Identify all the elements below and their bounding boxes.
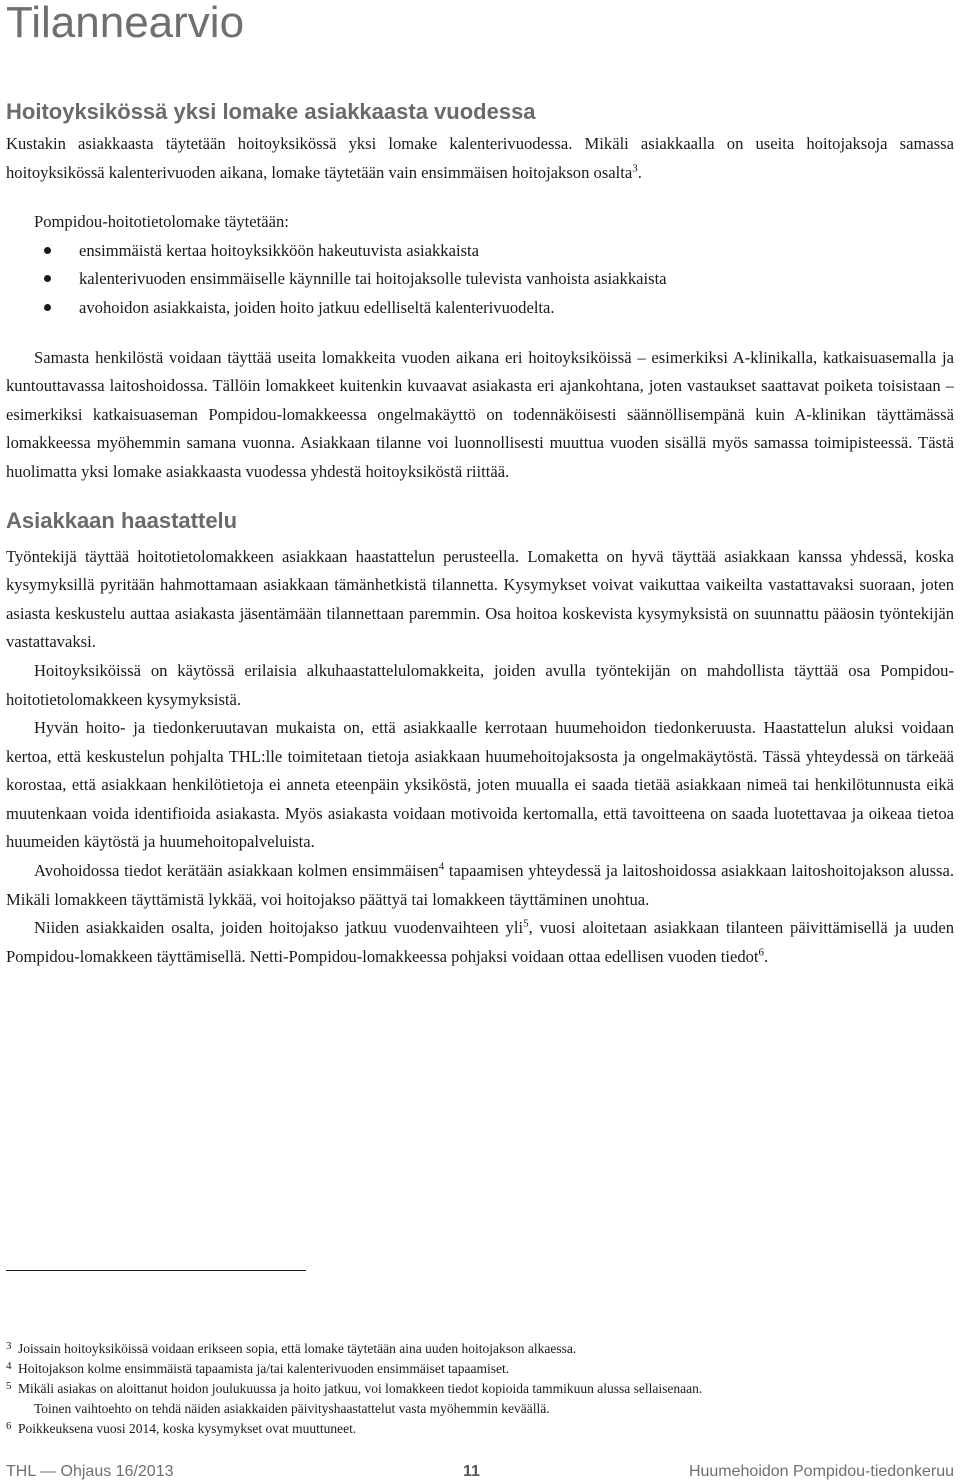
- paragraph: Hoitoyksiköissä on käytössä erilaisia alkuhaastattelulomakkeita, joiden avulla työntekijän on mahdollista täyttää osa Pompidou-hoitotietolomakkeen kysymyksistä.: [6, 660, 954, 709]
- footnote: 4 Hoitojakson kolme ensimmäistä tapaamista ja/tai kalenterivuoden ensimmäiset tapaamiset.: [6, 1360, 510, 1376]
- footnote: 5 Mikäli asiakas on aloittanut hoidon joulukuussa ja hoito jatkuu, voi lomakkeen tiedot kopioida tammikuun alussa sellaisenaan.: [6, 1380, 703, 1396]
- page-title: Tilannearvio: [6, 0, 245, 47]
- section-heading-yearly-form: Hoitoyksikössä yksi lomake asiakkaasta vuodessa: [6, 99, 536, 124]
- paragraph: Hyvän hoito- ja tiedonkeruutavan mukaista on, että asiakkaalle kerrotaan huumehoidon tiedonkeruusta. Haastattelun aluksi voidaan kertoa, että keskustelun pohjalta THL:lle toimitetaan tietoja asiakkaan huumehoitojaksosta ja ongelmakäytöstä. Tässä yhteydessä on tärkeää korostaa, että asiakkaan henkilötietoja ei anneta eteenpäin yksiköstä, joten muualla ei saada tietää asiakkaan nimeä tai henkilötunnusta eikä muutenkaan voida identifioida asiakasta. Myös asiakasta voidaan motivoida kertomalla, että tavoitteena on saada luotettavaa ja oikeaa tietoa huumeiden käytöstä ja huumehoitopalveluista.: [6, 718, 954, 852]
- paragraph: Niiden asiakkaiden osalta, joiden hoitojakso jatkuu vuodenvaihteen yli$^5$, vuosi aloitetaan asiakkaan tilanteen päivittämisellä ja uuden Pompidou-lomakkeen täyttämisellä. Netti-Pompidou-lomakkeessa pohjaksi voidaan ottaa edellisen vuoden tiedot$^6$.: [6, 917, 954, 966]
- footnote: 3 Joissain hoitoyksiköissä voidaan erikseen sopia, että lomake täytetään aina uuden hoitojakson alkaessa.: [6, 1340, 577, 1356]
- section-heading-client-interview: Asiakkaan haastattelu: [6, 507, 238, 533]
- footnotes: [6, 1339, 954, 1439]
- list-item: ensimmäistä kertaa hoitoyksikköön hakeutuvista asiakkaista: [6, 237, 954, 266]
- list-item: avohoidon asiakkaista, joiden hoito jatkuu edelliseltä kalenterivuodelta.: [6, 294, 954, 323]
- footnote-ref[interactable]: 6: [758, 946, 765, 959]
- list-item: kalenterivuoden ensimmäiselle käynnille tai hoitojaksolle tulevista vanhoista asiakkaista: [6, 265, 954, 294]
- footnote-continuation: Toinen vaihtoehto on tehdä näiden asiakkaiden päivityshaastattelut vasta myöhemmin keväällä.: [34, 1401, 550, 1416]
- footnote-divider: [6, 1270, 306, 1271]
- page-number: 11: [463, 1463, 480, 1480]
- paragraph: Kustakin asiakkaasta täytetään hoitoyksikössä yksi lomake kalenterivuodessa. Mikäli asiakkaalla on useita hoitojaksoja samassa hoitoyksikössä kalenterivuoden aikana, lomake täytetään vain ensimmäisen hoitojakson osalta$^3$.: [6, 134, 954, 182]
- footer-publication: THL — Ohjaus 16/2013: [6, 1463, 174, 1480]
- footnote: 6 Poikkeuksena vuosi 2014, koska kysymykset ovat muuttuneet.: [6, 1420, 357, 1436]
- list-intro: Pompidou-hoitotietolomake täytetään:: [34, 212, 289, 232]
- footer-document-title: Huumehoidon Pompidou-tiedonkeruu: [688, 1463, 954, 1480]
- paragraph: Samasta henkilöstä voidaan täyttää useita lomakkeita vuoden aikana eri hoitoyksiköissä – esimerkiksi A-klinikalla, katkaisuasemalla ja kuntouttavassa laitoshoidossa. Tällöin lomakkeet kuitenkin kuvaavat asiakasta eri ajankohtana, joten vastaukset saattavat poiketa toisistaan – esimerkiksi katkaisuaseman Pompidou-lomakkeessa ongelmakäyttö on todennäköisesti säännöllisempänä kuin A-klinikan täyttämässä lomakkeessa myöhemmin samana vuonna. Asiakkaan tilanne voi luonnollisesti muuttua vuoden sisällä myös samassa toimipisteessä. Tästä huolimatta yksi lomake asiakkaasta vuodessa yhdestä hoitoyksiköstä riittää.: [6, 347, 954, 481]
- main-content: [6, 94, 954, 971]
- footnote-ref[interactable]: 3: [632, 162, 638, 175]
- bullet-list: [6, 237, 954, 323]
- paragraph: Työntekijä täyttää hoitotietolomakkeen asiakkaan haastattelun perusteella. Lomaketta on hyvä täyttää asiakkaan kanssa yhdessä, koska kysymyksillä pyritään hahmottamaan asiakkaan tämänhetkistä tilannetta. Kysymykset voivat vaikuttaa vaikeilta vastattavaksi suoraan, joten asiasta keskustelu auttaa asiakasta jäsentämään tilannettaan paremmin. Osa hoitoa koskevista kysymyksistä on suunnattu pääosin työntekijän vastattavaksi.: [6, 546, 954, 652]
- bullet-icon: [44, 247, 51, 254]
- bullet-icon: [44, 275, 51, 282]
- paragraph: Avohoidossa tiedot kerätään asiakkaan kolmen ensimmäisen$^4$ tapaamisen yhteydessä ja laitoshoidossa asiakkaan laitoshoitojakson alussa. Mikäli lomakkeen täyttämistä lykkää, voi hoitojakso päättyä tai lomakkeen täyttäminen unohtua.: [6, 860, 954, 909]
- footnote-ref[interactable]: 5: [523, 917, 529, 930]
- bullet-icon: [44, 304, 51, 311]
- page-footer: [6, 1463, 954, 1483]
- footnote-ref[interactable]: 4: [438, 860, 445, 873]
